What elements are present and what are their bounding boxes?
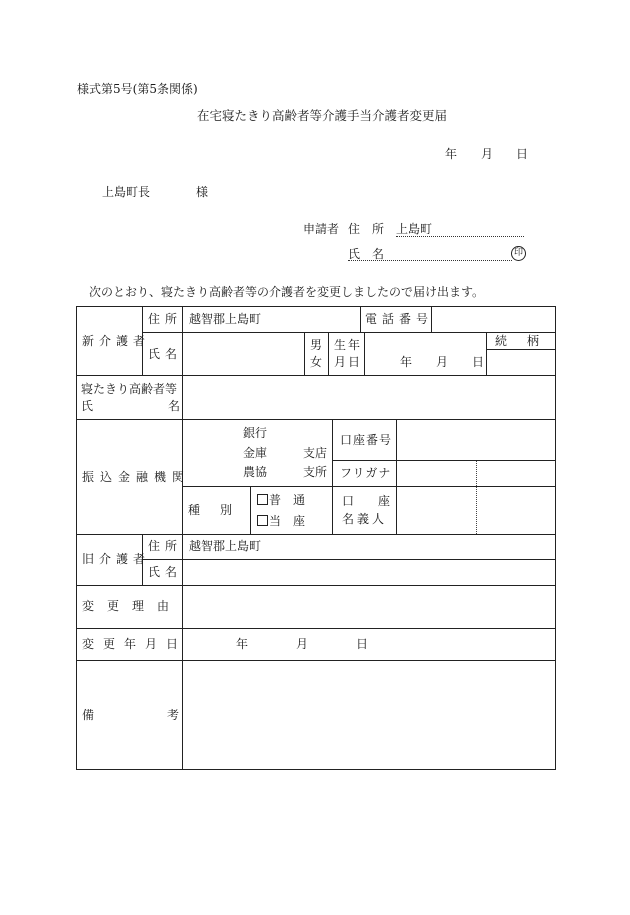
remarks-field[interactable] (188, 666, 550, 764)
applicant-address-line (396, 236, 524, 237)
elderly-label-line1: 寝たきり高齢者等 (81, 382, 178, 396)
change-form-table (76, 306, 556, 770)
change-date-month: 月 (296, 637, 309, 651)
checkbox-regular[interactable] (257, 494, 268, 505)
birth-month-label: 月 (436, 355, 449, 369)
phone-number-label: 電話番号 (365, 312, 434, 326)
old-caregiver-address-value[interactable]: 越智郡上島町 (189, 539, 262, 553)
change-reason-label: 変更理由 (82, 599, 183, 613)
new-caregiver-name-label: 氏名 (148, 347, 183, 361)
addressee-honorific: 様 (196, 185, 209, 199)
date-month-label: 月 (481, 147, 494, 161)
old-caregiver-name-label: 氏名 (148, 565, 183, 579)
relation-label: 続 柄 (495, 334, 544, 348)
change-date-label: 変更年月日 (82, 637, 188, 651)
bank-branch-label: 支店 (303, 446, 328, 460)
change-date-year: 年 (236, 637, 249, 651)
birth-date-label-bottom: 月日 (334, 355, 363, 369)
applicant-label: 申請者 (303, 222, 340, 236)
applicant-name-label: 氏 名 (348, 247, 385, 261)
document-title: 在宅寝たきり高齢者等介護手当介護者変更届 (197, 108, 448, 123)
birth-date-label-top: 生年 (334, 338, 363, 352)
applicant-address-label: 住 所 (348, 222, 385, 236)
sex-female-option[interactable]: 女 (310, 355, 323, 369)
change-date-day: 日 (356, 637, 369, 651)
new-caregiver-name-field[interactable] (188, 336, 300, 372)
elderly-label-line2-a: 氏 (81, 399, 94, 413)
regular-label: 普 通 (269, 493, 306, 507)
remarks-label-b: 考 (167, 708, 180, 722)
bank-type-shinkin: 金庫 (243, 446, 268, 460)
date-day-label: 日 (516, 147, 529, 161)
phone-number-field[interactable] (436, 310, 553, 328)
sex-male-option[interactable]: 男 (310, 338, 323, 352)
birth-year-label: 年 (400, 355, 413, 369)
bank-type-bank: 銀行 (243, 426, 268, 440)
intro-text: 次のとおり、寝たきり高齢者等の介護者を変更しましたので届け出ます。 (89, 285, 485, 299)
seal-mark: 印 (511, 246, 526, 261)
checkbox-checking[interactable] (257, 515, 268, 526)
new-caregiver-header: 新介護者 (82, 334, 151, 348)
account-number-label: 口座番号 (340, 433, 393, 447)
new-caregiver-address-label: 住所 (148, 312, 183, 326)
checking-label: 当 座 (269, 514, 306, 528)
account-type-checking-option[interactable] (257, 515, 305, 527)
old-caregiver-header: 旧介護者 (82, 552, 151, 566)
account-holder-label-line2: 名義人 (342, 512, 388, 526)
addressee-name: 上島町長 (102, 185, 151, 199)
bank-type-agri: 農協 (243, 465, 268, 479)
account-type-regular-option[interactable] (257, 494, 305, 506)
account-type-label: 種 別 (188, 503, 237, 517)
bank-header: 振込金融機関 (82, 470, 191, 484)
account-holder-label-line1: 口 座 (342, 494, 397, 508)
birth-day-label: 日 (472, 355, 485, 369)
change-reason-field[interactable] (188, 590, 550, 624)
new-caregiver-address-value[interactable]: 越智郡上島町 (189, 312, 262, 326)
applicant-name-line[interactable] (348, 260, 512, 261)
account-number-field[interactable] (400, 424, 550, 456)
bank-office-label: 支所 (303, 465, 328, 479)
applicant-address-value[interactable]: 上島町 (396, 222, 433, 236)
old-caregiver-address-label: 住所 (148, 539, 183, 553)
date-year-label: 年 (445, 147, 458, 161)
relation-field[interactable] (490, 352, 552, 372)
form-number: 様式第5号(第5条関係) (77, 82, 198, 96)
elderly-name-field[interactable] (188, 380, 550, 414)
old-caregiver-name-field[interactable] (188, 563, 550, 581)
remarks-label-a: 備 (82, 708, 95, 722)
furigana-label: フリガナ (340, 466, 392, 480)
elderly-label-line2-b: 名 (168, 399, 181, 413)
